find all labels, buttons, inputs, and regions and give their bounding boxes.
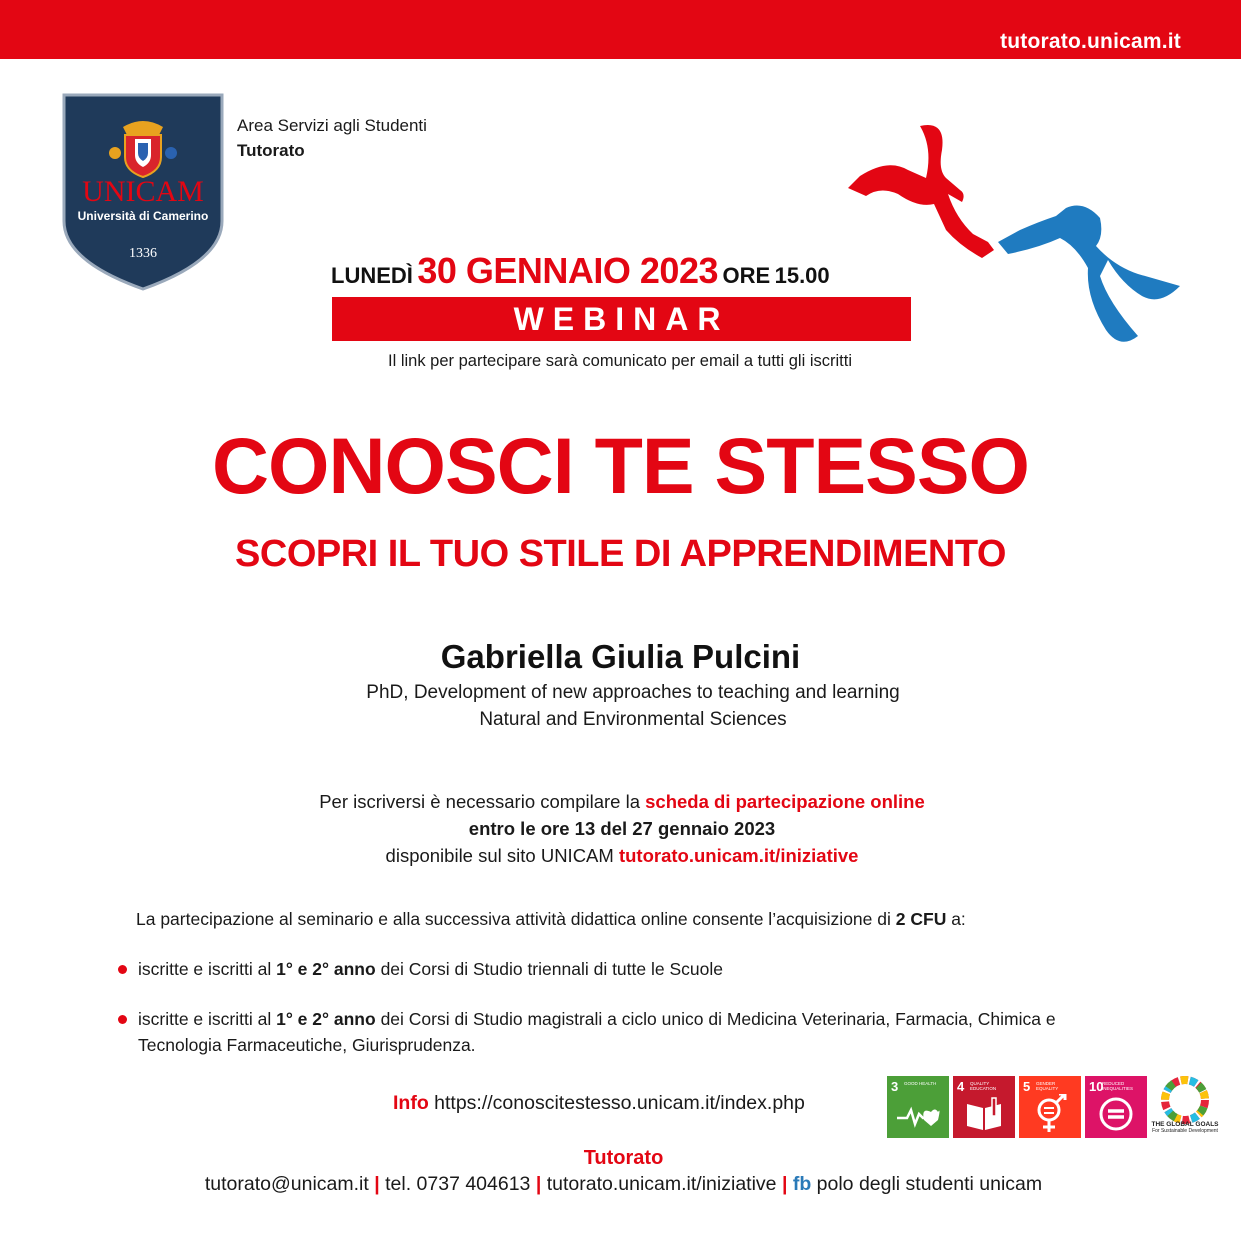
speaker-role-line1: PhD, Development of new approaches to teaching and learning [366,682,900,703]
unicam-year: 1336 [129,246,157,261]
cfu-amount: 2 CFU [895,909,947,929]
registration-info [0,788,1241,869]
event-time: 15.00 [774,263,830,288]
registration-intro: Per iscriversi è necessario compilare la [319,791,640,812]
event-day: LUNEDÌ [331,263,413,288]
unicam-wordmark: UNICAM [82,175,204,208]
link-note: Il link per partecipare sarà comunicato per email a tutti gli iscritti [387,352,853,370]
global-goals-label: THE GLOBAL GOALS For Sustainable Development [1151,1121,1219,1134]
cfu-statement [136,909,1136,930]
sdg-10-reduced-inequalities-icon: 10 REDUCED INEQUALITIES [1085,1076,1147,1138]
main-title: CONOSCI TE STESSO [211,421,1029,510]
top-banner [0,0,1241,59]
sdg-3-good-health-icon: 3 GOOD HEALTH [887,1076,949,1138]
list-item: iscritte e iscritti al 1° e 2° anno dei Corsi di Studio magistrali a ciclo unico di Medicina Veterinaria, Farmacia, Chimica e Tecnologia Farmaceutiche, Giurisprudenza. [118,1006,1098,1058]
list-item: iscritte e iscritti al 1° e 2° anno dei Corsi di Studio triennali di tutte le Scuole [118,956,1098,982]
main-subtitle: SCOPRI IL TUO STILE DI APPRENDIMENTO [235,533,1006,575]
info-url-link[interactable]: https://conoscitestesso.unicam.it/index.php [434,1092,805,1114]
footer-site-link[interactable]: tutorato.unicam.it/iniziative [546,1173,777,1195]
bullet-icon [118,965,127,974]
office-name: Tutorato [237,141,305,160]
sdg-4-quality-education-icon: 4 QUALITY EDUCATION [953,1076,1015,1138]
event-time-label: ORE [722,263,771,288]
department-name: Area Servizi agli Studenti [237,116,427,135]
separator: | [781,1173,788,1195]
sdg-5-gender-equality-icon: 5 GENDER EQUALITY [1019,1076,1081,1138]
bullet-icon [118,1015,127,1024]
registration-site-label: disponibile sul sito UNICAM [385,845,614,866]
registration-deadline: entro le ore 13 del 27 gennaio 2023 [468,818,776,839]
department-label [237,113,427,163]
registration-form-link[interactable]: scheda di partecipazione online [645,791,925,812]
info-line [393,1092,805,1115]
separator: | [374,1173,380,1195]
footer-office-label: Tutorato [583,1147,664,1169]
separator: | [535,1173,542,1195]
speaker-name: Gabriella Giulia Pulcini [440,638,801,675]
event-date: 30 GENNAIO 2023 [417,250,718,291]
speaker-role-line2: Natural and Environmental Sciences [479,709,787,730]
footer-email-link[interactable]: tutorato@unicam.it [204,1173,369,1195]
header-url-link[interactable]: tutorato.unicam.it [1000,30,1181,53]
speaker-credentials [0,679,1241,733]
footer-phone: tel. 0737 404613 [385,1173,531,1195]
unicam-subtitle: Università di Camerino [77,209,209,223]
footer-contacts [0,1173,1241,1196]
unicam-shield-icon [62,93,224,291]
facebook-page-link[interactable]: polo degli studenti unicam [816,1173,1043,1195]
info-label: Info [393,1092,429,1114]
registration-site-link[interactable]: tutorato.unicam.it/iniziative [618,845,859,866]
cfu-text: La partecipazione al seminario e alla successiva attività didattica online consente l’acquisizione di [136,909,891,929]
eligibility-list [118,956,1098,1082]
event-dateline [331,250,911,292]
facebook-label: fb [792,1173,812,1195]
unicam-logo [62,93,224,291]
webinar-banner: WEBINAR [332,297,911,341]
cfu-suffix: a: [951,909,966,929]
